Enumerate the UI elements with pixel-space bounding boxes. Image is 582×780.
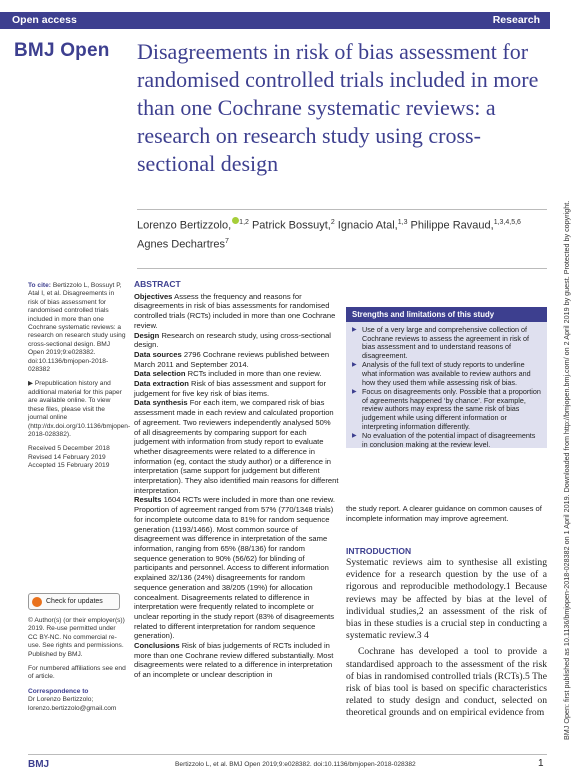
author-name: Agnes Dechartres: [137, 238, 226, 251]
copyright-text: © Author(s) (or their employer(s)) 2019. Re-use permitted under CC BY-NC. No commercial re-use. See rights and permissions. Published by BMJ.: [28, 617, 125, 658]
abstract-label: Objectives: [134, 291, 173, 301]
strengths-limitations-box: [346, 307, 547, 448]
bmj-footer-logo: BMJ: [28, 759, 50, 770]
article-title: Disagreements in risk of bias assessment for randomised controlled trials included in more than one Cochrane systematic reviews: a research on research study using cross-sectional design: [137, 39, 539, 176]
download-sidebar: [558, 50, 574, 740]
introduction-heading: INTRODUCTION: [346, 546, 412, 556]
footer-citation: Bertizzolo L, et al. BMJ Open 2019;9:e028382. doi:10.1136/bmjopen-2018-028382: [175, 761, 416, 768]
open-access-label: Open access: [12, 14, 77, 26]
page-number: 1: [538, 758, 544, 769]
strength-item: ▶ Use of a very large and comprehensive collection of Cochrane reviews to assess the agreement in risk of bias assessment and to understand reasons of disagreement.: [352, 326, 541, 360]
rights-sidebar: [28, 617, 126, 713]
footer-divider: [28, 754, 547, 755]
prepub-note[interactable]: ▶ Prepublication history and additional material for this paper are available online. To view these files, please visit the journal online (http://dx.doi.org/10.1136/bmjopen-2018-028382).: [28, 380, 131, 438]
abstract-text: Risk of bias judgements of RCTs included in more than one Cochrane review differed substantially. Most disagreements were related to a difference in interpretation of an incomplete or unclear description in: [134, 641, 334, 680]
intro-paragraph: Cochrane has developed a tool to provide a standardised approach to the assessment of the risk of bias in randomised controlled trials (RCTs).5 The risk of bias tool is based on specific characteristics related to study design and conduct, selected on theoretical grounds and on empirical evidence from: [346, 646, 547, 719]
citation-sidebar: [28, 282, 131, 477]
author-name: Ignacio Atal,: [337, 219, 398, 232]
intro-paragraph: Systematic reviews aim to synthesise all existing evidence for a research question by the use of a rigorous and reproducible methodology.1 Because reviews may be affected by bias at the level of individual studies,2 an assessment of the risk of bias in these studies is a crucial step in conducting a systematic review.3 4: [346, 557, 547, 642]
abstract-text: RCTs included in more than one review.: [187, 369, 322, 379]
abstract: [134, 280, 339, 680]
abstract-label: Conclusions: [134, 641, 180, 651]
abstract-continuation: the study report. A clearer guidance on common causes of incomplete information may improve agreement.: [346, 504, 542, 523]
author-affiliation: 1,3: [397, 219, 408, 226]
cite-text: Bertizzolo L, Bossuyt P, Atal I, et al. Disagreements in risk of bias assessment for randomised controlled trials included in more than one Cochrane systematic reviews: a research on research study using cross-sectional design. BMJ Open 2019;9:e028382. doi:10.1136/bmjopen-2018-028382: [28, 282, 126, 374]
journal-logo: BMJ Open: [14, 40, 110, 61]
author-affiliation: 1,3,4,5,6: [493, 219, 521, 226]
strength-item: ▶ Analysis of the full text of study reports to underline what information was available to review authors and how they used them while assessing risk of bias.: [352, 361, 541, 387]
check-updates-icon: [32, 597, 42, 607]
author-affiliation: 2: [330, 219, 335, 226]
abstract-heading: ABSTRACT: [134, 279, 181, 289]
revised-date: Revised 14 February 2019: [28, 453, 106, 461]
abstract-text: Research on research study, using cross-sectional design.: [134, 330, 331, 350]
download-notice: BMJ Open: first published as 10.1136/bmjopen-2018-028382 on 1 April 2019. Downloaded from http://bmjopen.bmj.com/ on 2 April 2019 by guest. Protected by copyright.: [562, 200, 571, 740]
received-date: Received 5 December 2018: [28, 445, 110, 453]
abstract-label: Design: [134, 330, 160, 340]
strengths-heading: Strengths and limitations of this study: [346, 307, 547, 322]
accepted-date: Accepted 15 February 2019: [28, 462, 110, 470]
divider: [137, 268, 547, 269]
abstract-text: 2796 Cochrane reviews published between March 2011 and September 2014.: [134, 349, 330, 369]
introduction-body: [346, 557, 547, 720]
author-list: [137, 215, 547, 252]
correspondence-label: Correspondence to: [28, 687, 89, 695]
abstract-text: For each item, we compared risk of bias assessment made in each review and calculated proportion of agreement. Two reviewers independently analysed 50% of all disagreements by comparing support for each judgement with information from study report to evaluate whether disagreements were related to a difference in information (eg, contact the study author) or a difference in interpretation (same support for judgement but different interpretation). They also identified main reasons for different interpretation.: [134, 398, 339, 495]
affiliation-note: For numbered affiliations see end of article.: [28, 665, 126, 681]
article-type-label: Research: [492, 14, 540, 26]
correspondence-name: Dr Lorenzo Bertizzolo;: [28, 696, 94, 704]
abstract-label: Data sources: [134, 349, 182, 359]
strength-item: ▶ No evaluation of the potential impact of disagreements in conclusion making at the review level.: [352, 432, 541, 449]
abstract-label: Data extraction: [134, 379, 189, 389]
author-affiliation: 7: [225, 237, 229, 245]
abstract-label: Data selection: [134, 369, 186, 379]
abstract-text: Risk of bias assessment and support for judgement for five key risk of bias items.: [134, 379, 327, 398]
author-name: Lorenzo Bertizzolo,: [137, 219, 232, 232]
abstract-label: Data synthesis: [134, 398, 188, 408]
correspondence-email[interactable]: lorenzo.bertizzolo@gmail.com: [28, 704, 117, 712]
check-for-updates-button[interactable]: [28, 593, 120, 610]
author-affiliation: 1,2: [239, 219, 249, 226]
author-name: Patrick Bossuyt,: [251, 219, 331, 232]
divider: [137, 209, 547, 210]
abstract-text: 1604 RCTs were included in more than one review. Proportion of agreement ranged from 57% (770/1348 trials) for incomplete outcome data to 81% for random sequence generation (1193/1466). Most common source of disagreement was difference in interpretation of the same information, ranging from 65% (88/136) for random sequence generation to 90% (56/62) for blinding of participants and personnel. Access to different information explained 32/136 (24%) disagreements for random sequence generation and 38/205 (19%) for allocation concealment. Disagreements related to difference in interpretation were frequently related to incomplete or unclear reporting in the study report (83% of disagreements related to different interpretation for random sequence generation).: [134, 495, 335, 641]
top-banner: [0, 12, 550, 29]
check-updates-label: Check for updates: [46, 598, 103, 605]
strength-item: ▶ Focus on disagreements only. Possible that a proportion of agreements happened ‘by chance’. For example, review authors may express the same risk of bias judgement while using different information or interpreting information differently.: [352, 388, 541, 431]
abstract-text: Assess the frequency and reasons for disagreements in risk of bias assessments for randomised controlled trials (RCTs) included in more than one Cochrane review.: [134, 291, 336, 330]
cite-label: To cite:: [28, 282, 51, 289]
abstract-label: Results: [134, 495, 162, 505]
author-name: Philippe Ravaud,: [410, 219, 494, 232]
